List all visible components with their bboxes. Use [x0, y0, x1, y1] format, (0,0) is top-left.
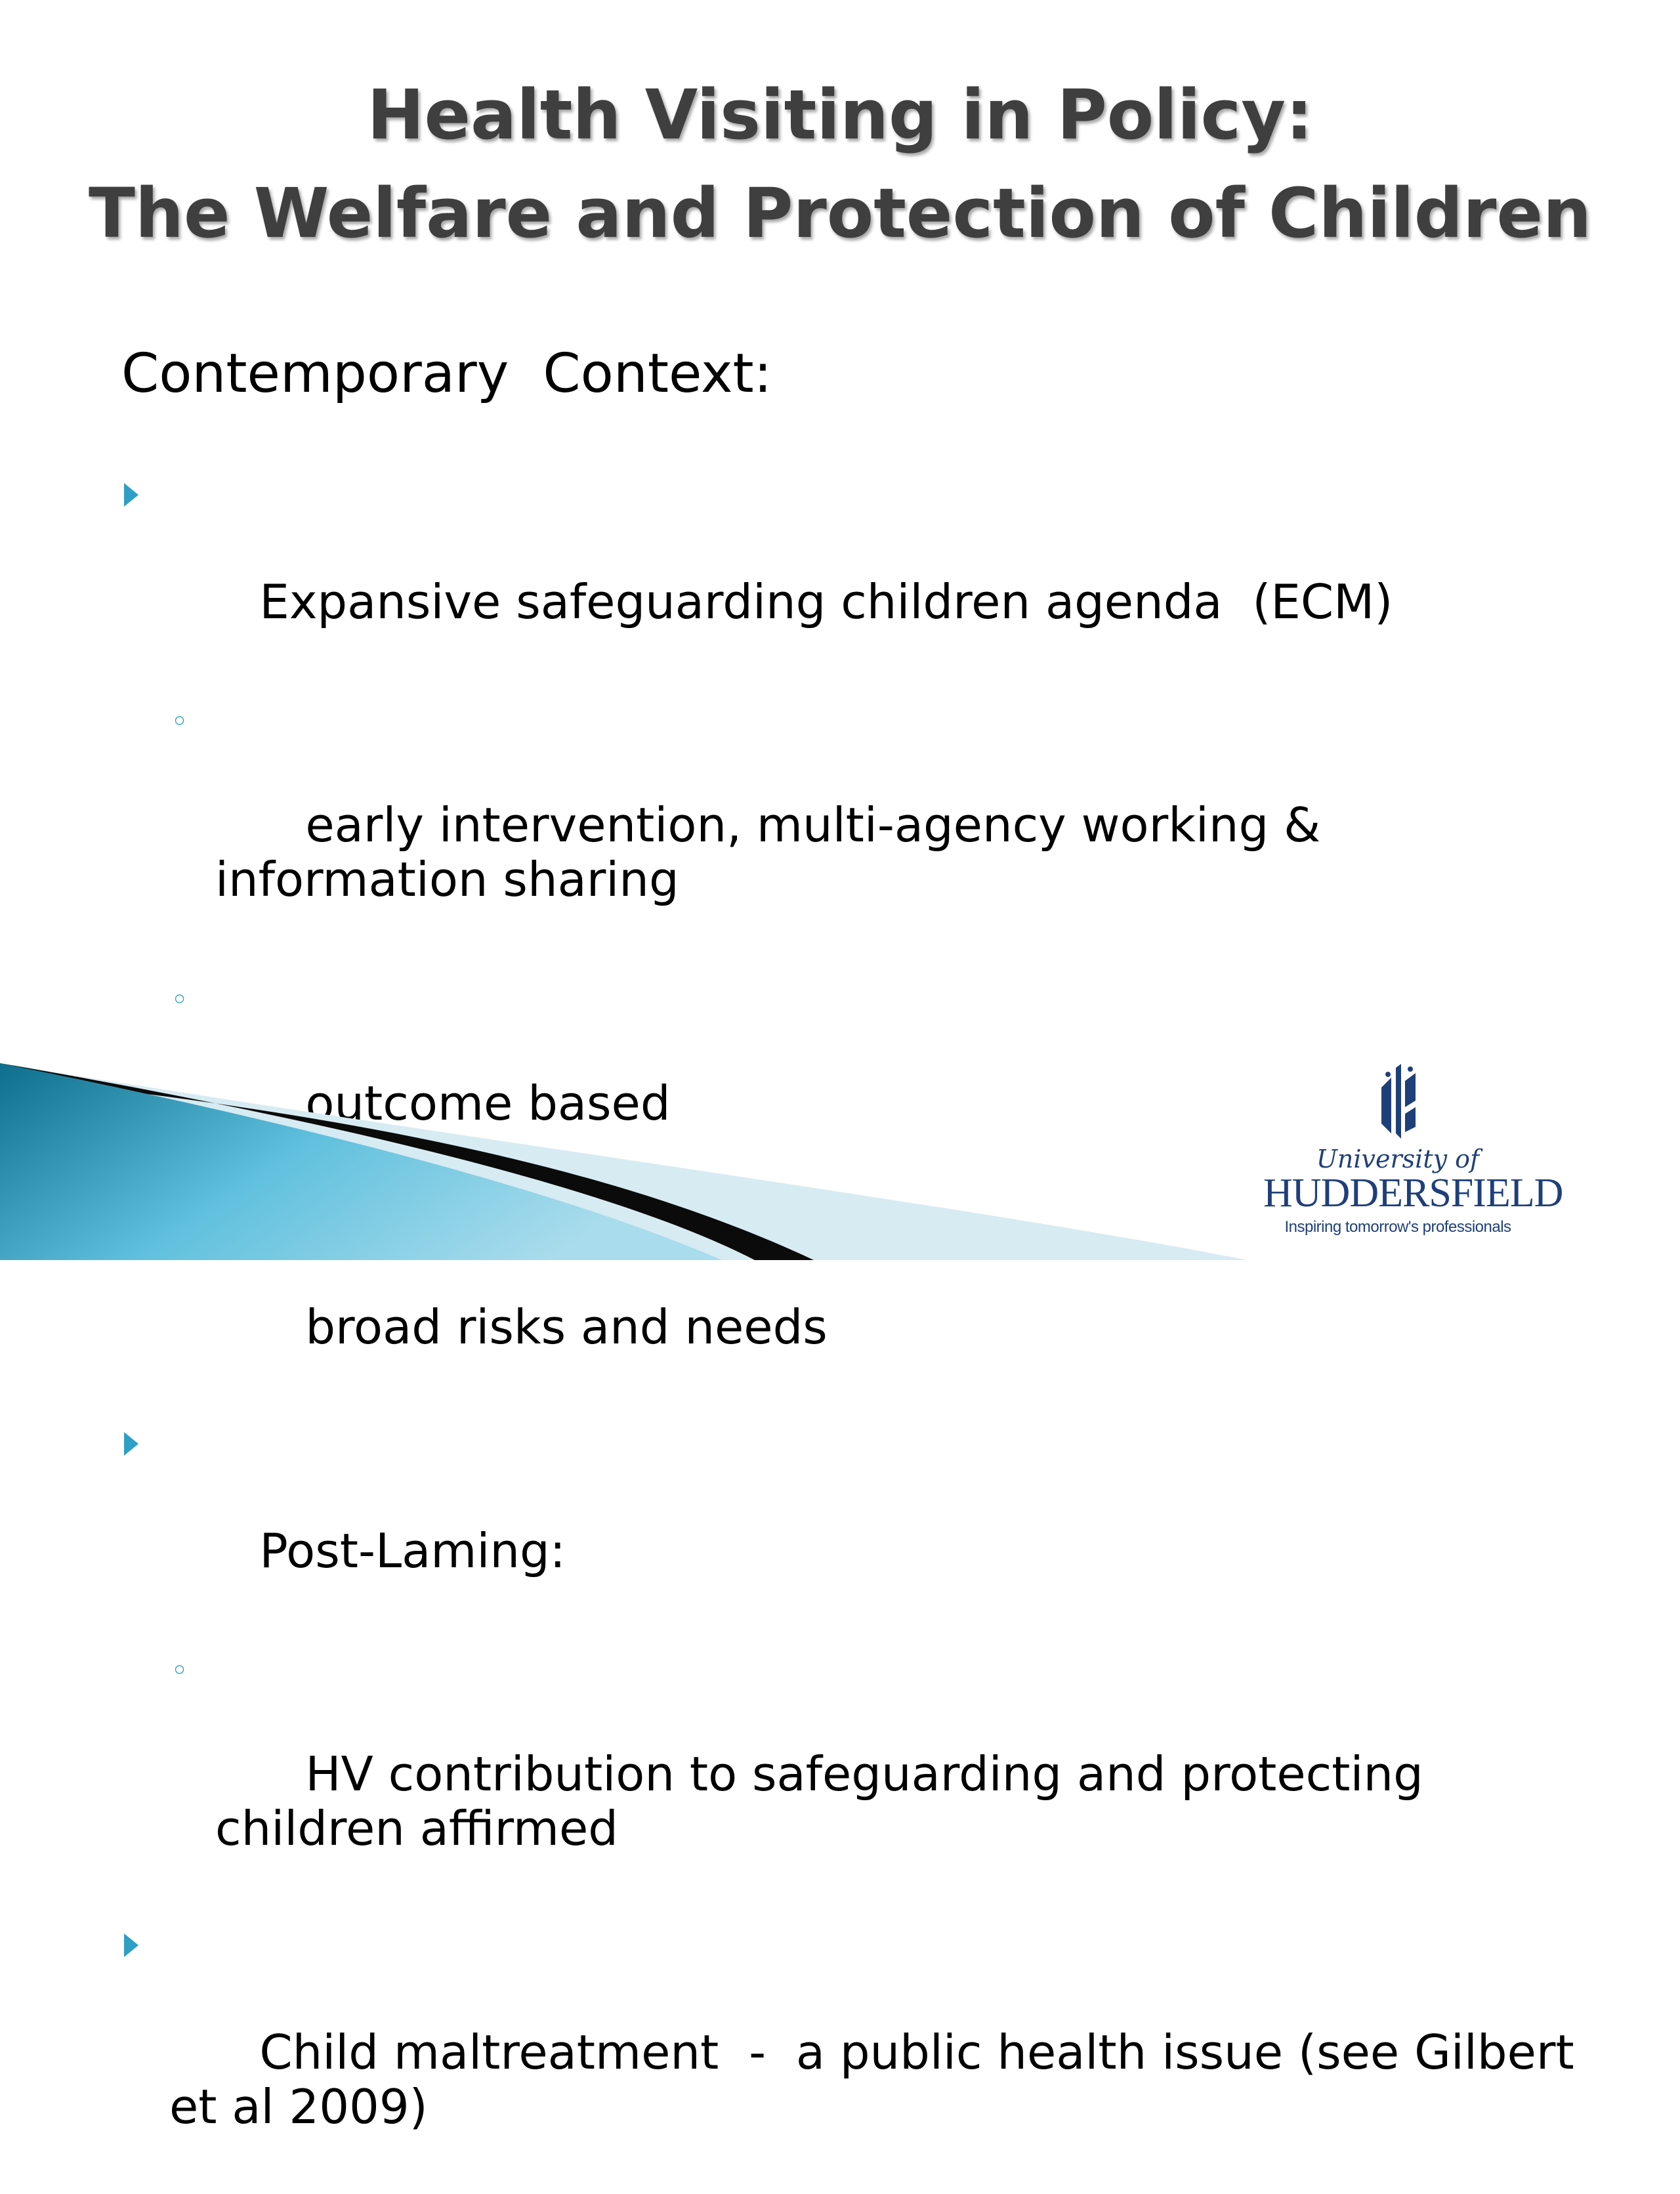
triangle-bullet-icon: [124, 1933, 138, 1957]
sub-bullet-text: broad risks and needs: [305, 1299, 828, 1355]
logo-tagline: Inspiring tomorrow's professionals: [1284, 1218, 1511, 1236]
university-crest-icon: [1362, 1061, 1434, 1140]
sub-bullet-item-2-1: [169, 1638, 1585, 1910]
logo-university-of: University of: [1316, 1145, 1480, 1173]
triangle-bullet-icon: [124, 1432, 138, 1456]
circle-bullet-icon: ◦: [171, 704, 189, 739]
slide-subtitle: Contemporary Context:: [121, 343, 772, 405]
bullet-item-text: Expansive safeguarding children agenda (ECM): [259, 574, 1393, 629]
university-logo: [1263, 1053, 1563, 1244]
circle-bullet-icon: ◦: [171, 982, 189, 1017]
bullet-item-3: [121, 1916, 1589, 2189]
sub-bullet-text: early intervention, multi-agency working & information sharing: [215, 797, 1336, 907]
circle-bullet-icon: ◦: [171, 1653, 189, 1688]
title-line-1: Health Visiting in Policy:: [367, 75, 1313, 155]
bullet-item-text: Child maltreatment - a public health issue (see Gilbert et al 2009): [169, 2025, 1589, 2134]
sub-bullet-text: outcome based: [305, 1076, 671, 1131]
sub-bullet-text: HV contribution to safeguarding and protecting children affirmed: [215, 1746, 1438, 1856]
bullet-item-2: [121, 1415, 1585, 1633]
title-line-2: The Welfare and Protection of Children: [88, 173, 1592, 253]
bullet-item-text: Post-Laming:: [259, 1523, 566, 1578]
logo-name: HUDDERSFIELD: [1263, 1171, 1563, 1215]
